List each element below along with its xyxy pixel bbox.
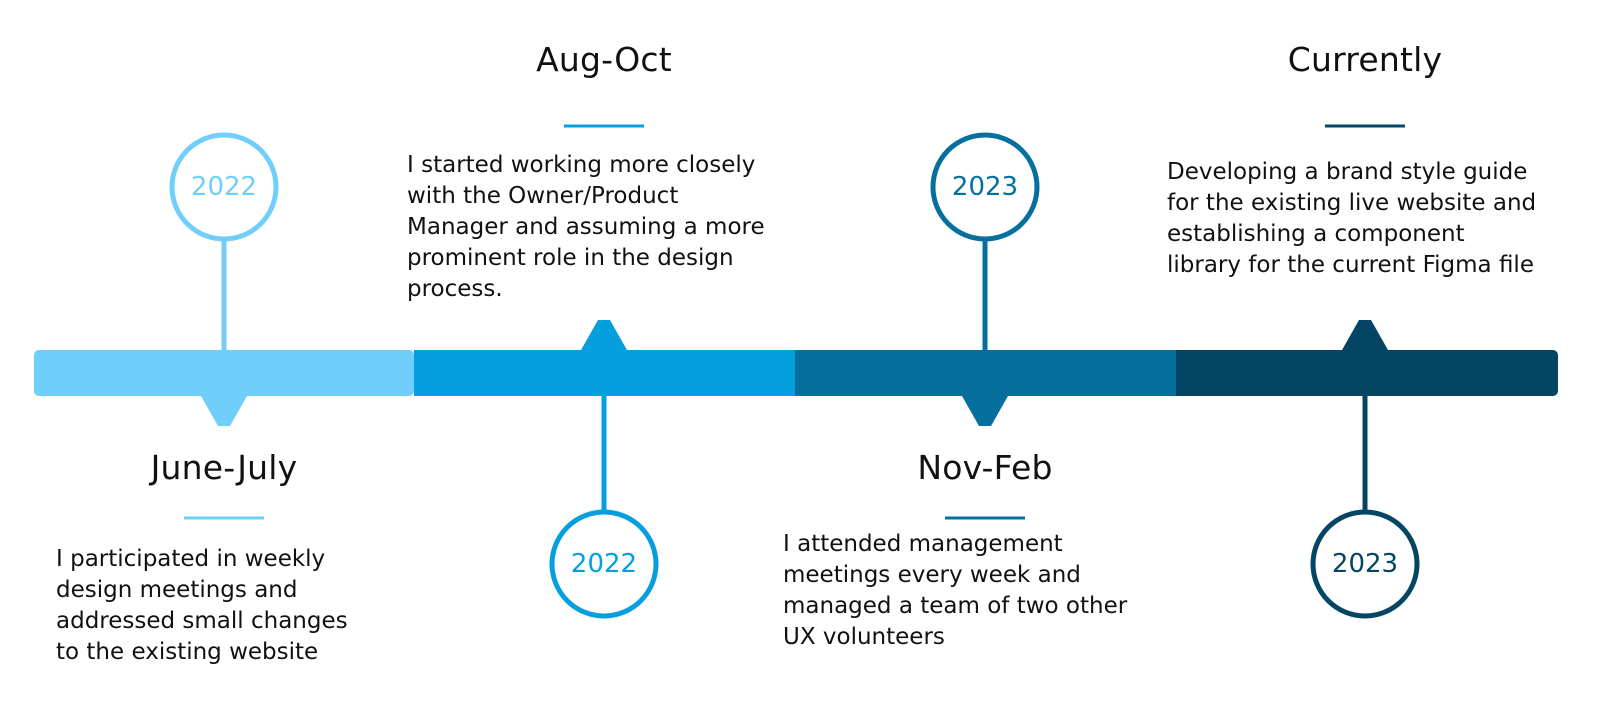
period-title-nov-feb: Nov-Feb — [917, 448, 1053, 487]
description-line: establishing a component — [1167, 221, 1465, 247]
pointer-up-2 — [581, 320, 627, 350]
description-line: I attended management — [783, 531, 1063, 557]
pointer-down-1 — [201, 396, 247, 426]
description-line: design meetings and — [56, 577, 298, 603]
description-line: UX volunteers — [783, 624, 945, 650]
description-line: managed a team of two other — [783, 593, 1128, 619]
description-line: prominent role in the design — [407, 245, 734, 271]
pointer-down-3 — [962, 396, 1008, 426]
year-label-2: 2022 — [570, 549, 638, 579]
description-line: library for the current Figma file — [1167, 252, 1534, 278]
description-line: for the existing live website and — [1167, 190, 1537, 216]
period-description-3 — [783, 529, 1127, 653]
timeline-bar-segment-2 — [414, 350, 795, 396]
description-line: process. — [407, 276, 503, 302]
period-description-4 — [1167, 157, 1536, 281]
timeline-bar-segment-3 — [795, 350, 1176, 396]
description-line: Manager and assuming a more — [407, 214, 765, 240]
description-line: with the Owner/Product — [407, 183, 679, 209]
pointer-up-4 — [1342, 320, 1388, 350]
year-label-4: 2023 — [1331, 549, 1399, 579]
period-description-2 — [407, 150, 765, 305]
description-line: I participated in weekly — [56, 546, 326, 572]
period-title-currently: Currently — [1287, 40, 1443, 79]
description-line: meetings every week and — [783, 562, 1081, 588]
year-label-1: 2022 — [190, 172, 258, 202]
description-line: addressed small changes — [56, 608, 348, 634]
timeline-bar-segment-4 — [1176, 350, 1558, 396]
timeline-bar-segment-4-squarer — [1176, 350, 1196, 396]
period-description-1 — [56, 544, 348, 668]
description-line: to the existing website — [56, 639, 319, 665]
description-line: Developing a brand style guide — [1167, 159, 1528, 185]
description-line: I started working more closely — [407, 152, 756, 178]
timeline-bar-segment-1 — [34, 350, 414, 396]
period-title-aug-oct: Aug-Oct — [536, 40, 672, 79]
year-label-3: 2023 — [951, 172, 1019, 202]
period-title-june-july: June-July — [150, 448, 298, 487]
